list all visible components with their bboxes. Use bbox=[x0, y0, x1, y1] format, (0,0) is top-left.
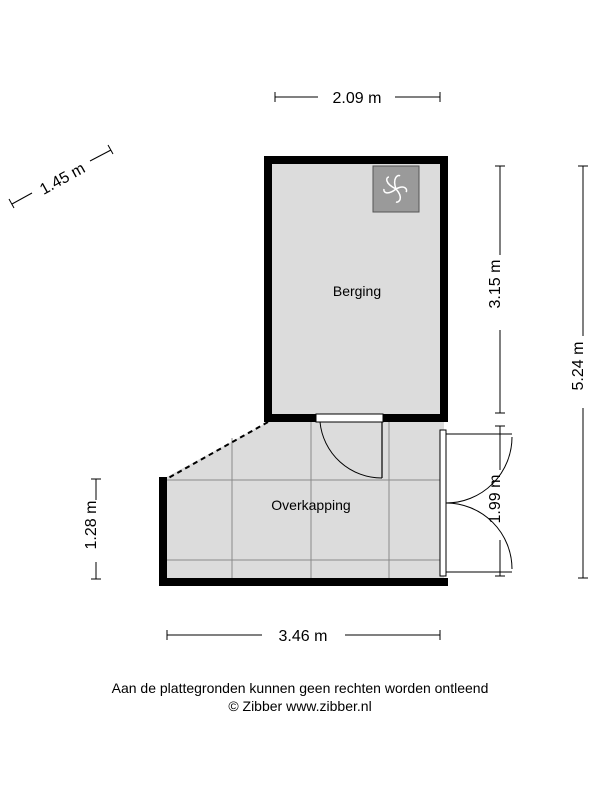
dimension-label-right-total: 5.24 m bbox=[570, 341, 587, 391]
fan-icon bbox=[373, 166, 419, 212]
dimension-label-top-width: 2.09 m bbox=[332, 90, 382, 107]
dimension-label-left-lower: 1.28 m bbox=[83, 500, 100, 550]
disclaimer-text: Aan de plattegronden kunnen geen rechten worden ontleend bbox=[111, 680, 489, 696]
dimension-label-diagonal: 1.45 m bbox=[37, 160, 89, 199]
dimension-label-bottom-width: 3.46 m bbox=[278, 628, 328, 645]
copyright-text: © Zibber www.zibber.nl bbox=[228, 698, 372, 714]
footer bbox=[0, 679, 600, 715]
room-label-berging: Berging bbox=[332, 283, 382, 299]
room-label-overkapping: Overkapping bbox=[271, 497, 351, 513]
dimension-label-right-upper: 3.15 m bbox=[487, 259, 504, 309]
dimension-label-right-lower: 1.99 m bbox=[487, 474, 504, 524]
